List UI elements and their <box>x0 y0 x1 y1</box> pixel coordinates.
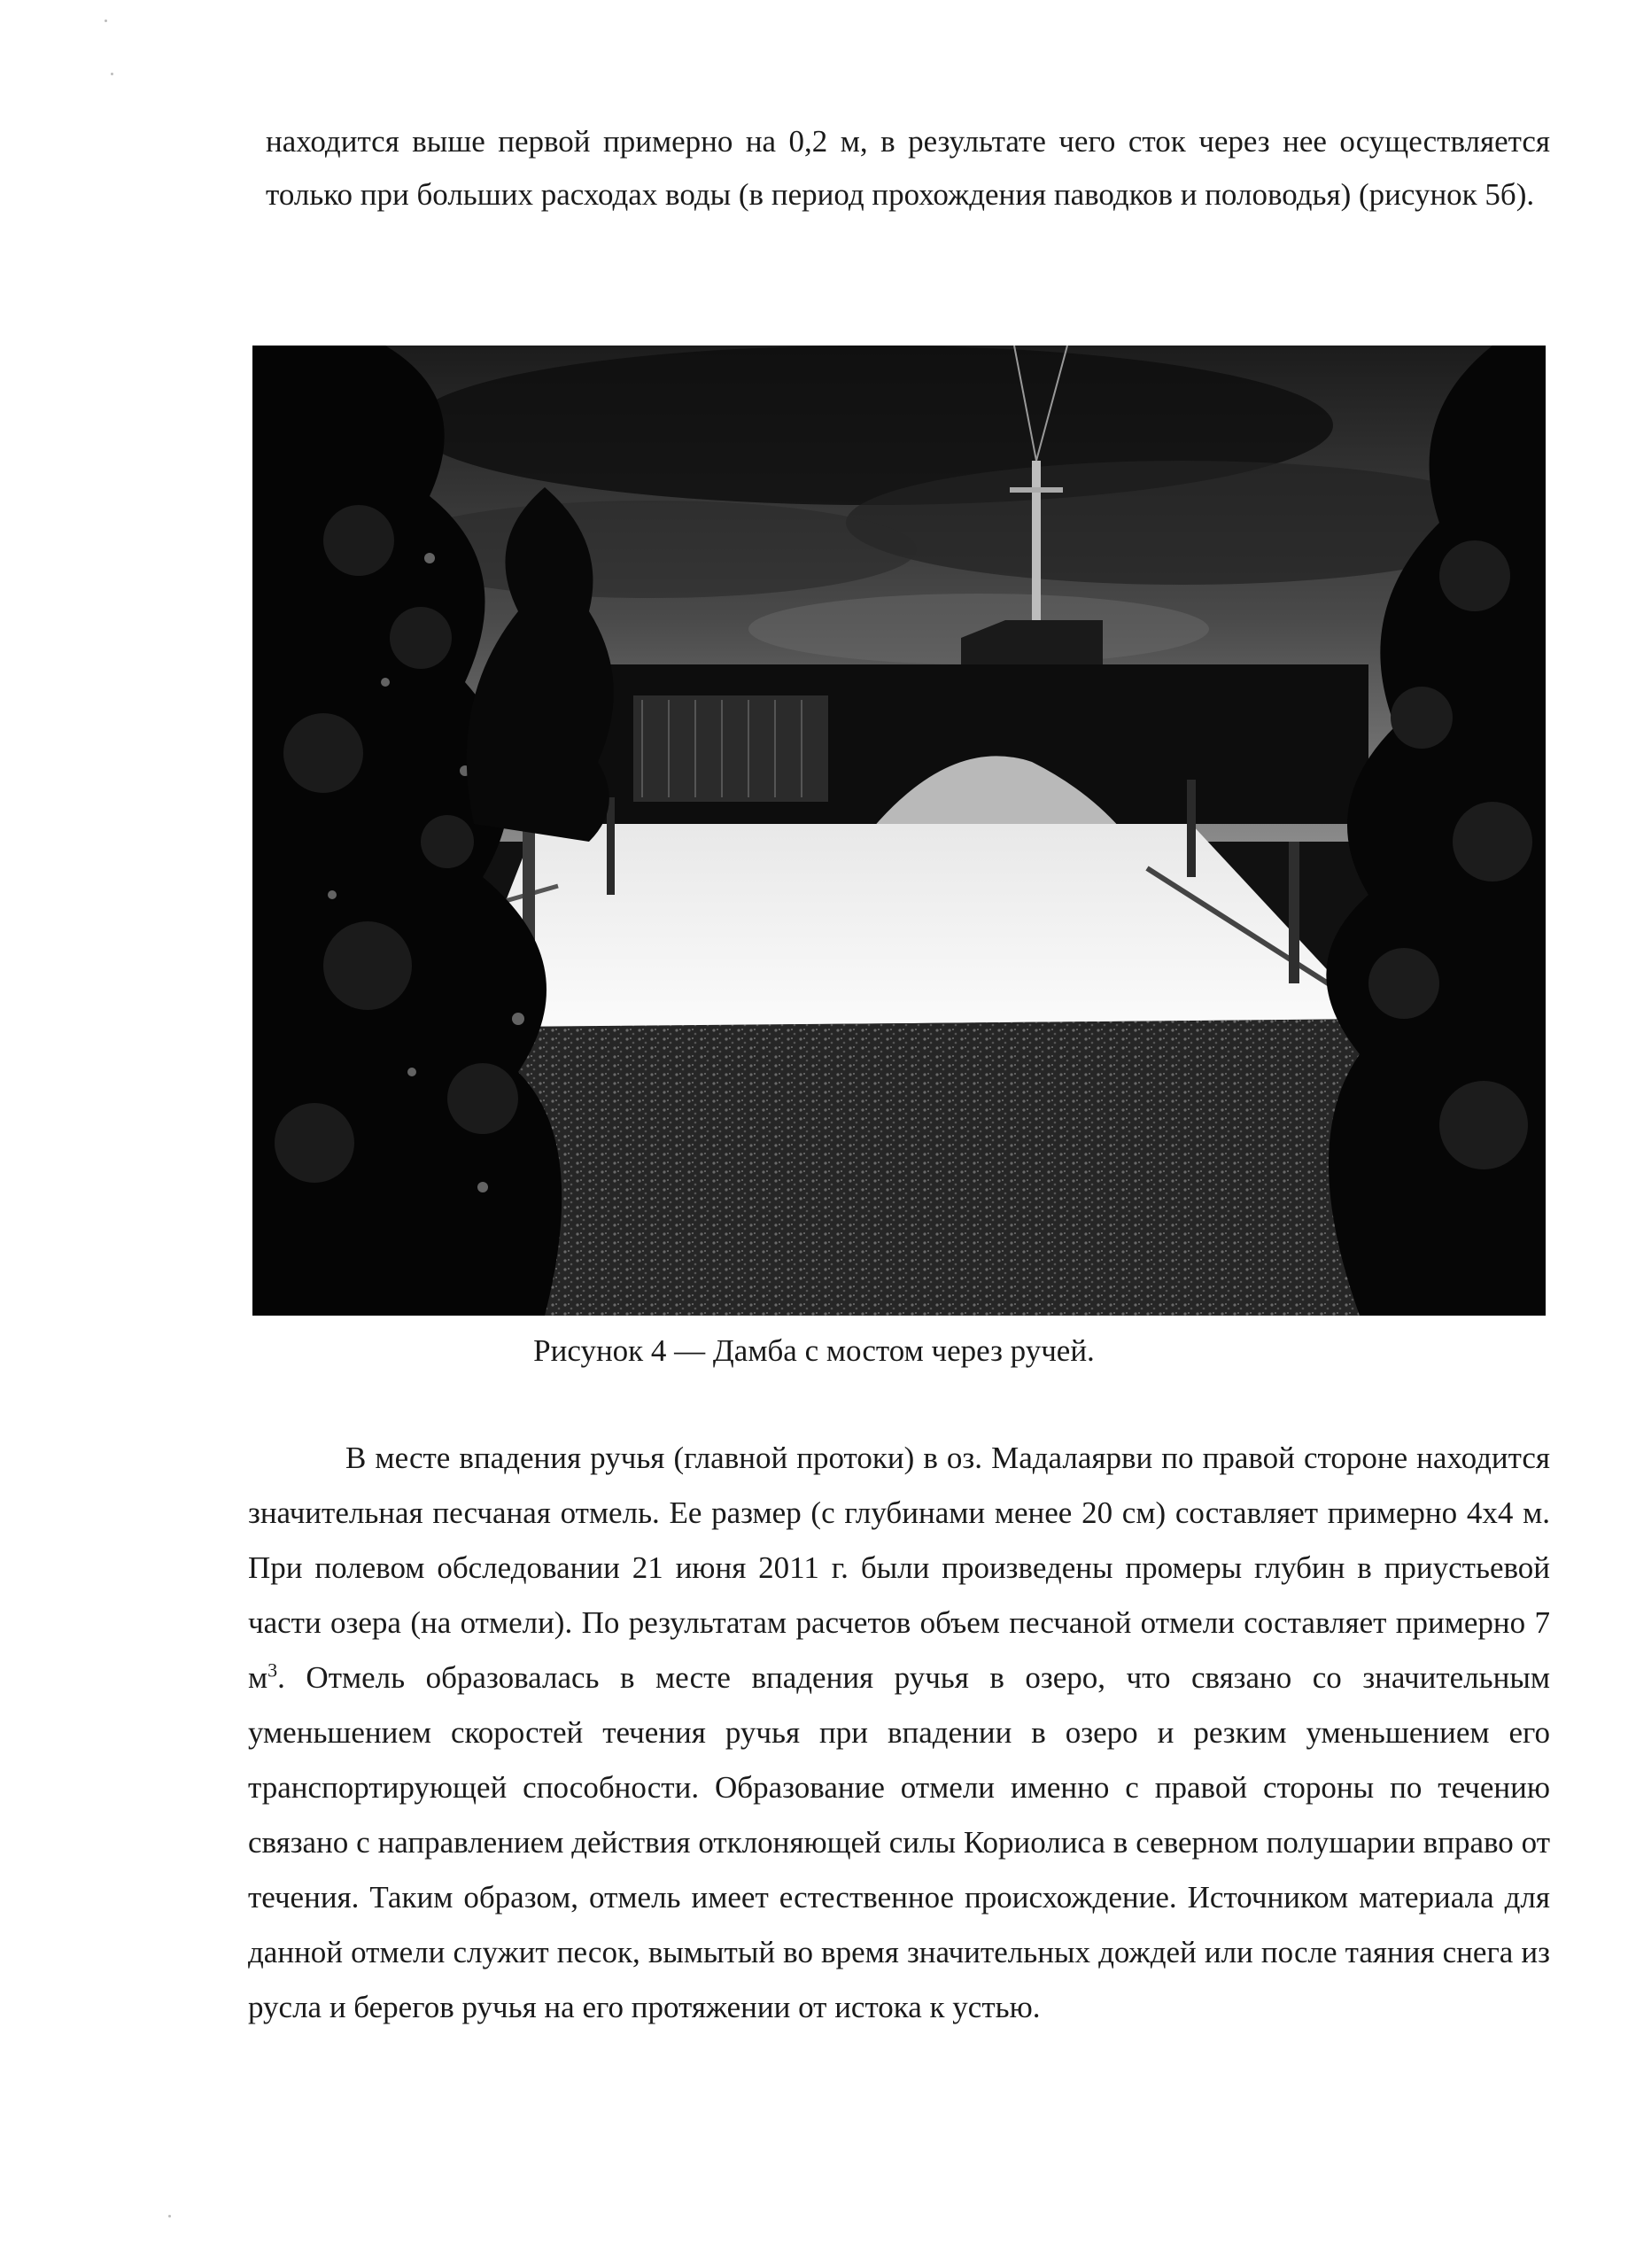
paragraph-main-text-2: . Отмель образовалась в месте впадения ручья в озеро, что связано со значительным уменьшением скоростей течения ручья при впадении в озеро и резким уменьшением его транспортирующей способности. Образование отмели именно с правой стороны по течению связано с направлением действия отклоняющей силы Кориолиса в северном полушарии вправо от течения. Таким образом, отмель имеет естественное происхождение. Источником материала для данной отмели служит песок, вымытый во время значительных дождей или после таяния снега из русла и берегов ручья на его протяжении от истока к устью. <box>248 1660 1550 2024</box>
scan-speck <box>168 2215 171 2218</box>
paragraph-top: находится выше первой примерно на 0,2 м, в результате чего сток через нее осуществляется только при больших расходах воды (в период прохождения паводков и половодья) (рисунок 5б). <box>266 124 1550 212</box>
scan-speck <box>111 73 113 75</box>
photo-illustration <box>252 346 1546 1316</box>
paragraph-main-text-1: В месте впадения ручья (главной протоки) в оз. Мадалаярви по правой стороне находится значительная песчаная отмель. Ее размер (с глубинами менее 20 см) составляет примерно 4х4 м. При полевом обследовании 21 июня 2011 г. были произведены промеры глубин в приустьевой части озера (на отмели). По результатам расчетов объем песчаной отмели составляет примерно 7 м <box>248 1441 1550 1695</box>
figure-photo-dam-bridge <box>252 346 1546 1316</box>
paragraph-main <box>248 1431 1550 2035</box>
superscript-cubic: 3 <box>267 1658 278 1682</box>
figure-caption: Рисунок 4 — Дамба с мостом через ручей. <box>533 1333 1095 1368</box>
scan-speck <box>105 19 107 22</box>
